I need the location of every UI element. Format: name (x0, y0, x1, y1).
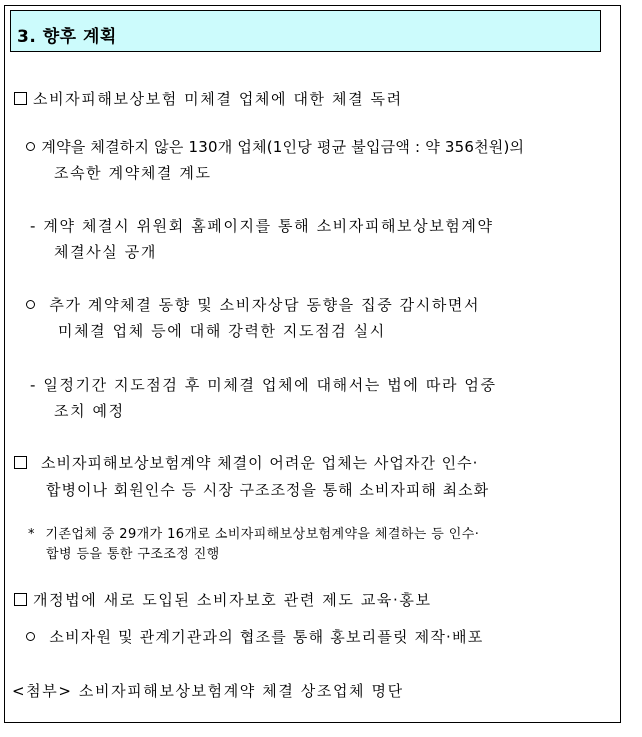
section-title-box (10, 10, 601, 52)
item-text-line1: 계약 체결시 위원회 홈페이지를 통해 소비자피해보상보험계약 (43, 217, 494, 235)
item-text-line1: 일정기간 지도점검 후 미체결 업체에 대해서는 법에 따라 엄중 (43, 376, 497, 394)
list-item (30, 374, 497, 395)
item-text: 소비자피해보상보험 미체결 업체에 대한 체결 독려 (33, 90, 403, 108)
square-bullet-icon (14, 92, 27, 105)
item-text-line1: 소비자피해보상보험계약 체결이 어려운 업체는 사업자간 인수· (41, 454, 479, 472)
square-bullet-icon (14, 593, 27, 606)
list-item (14, 589, 432, 610)
list-item (14, 452, 478, 473)
circle-bullet-icon (26, 142, 35, 151)
item-text-line1: 계약을 체결하지 않은 130개 업체(1인당 평균 불입금액 : 약 356천원)의 (41, 138, 525, 156)
list-item (26, 136, 524, 157)
item-text-line2: 미체결 업체 등에 대해 강력한 지도점검 실시 (58, 322, 386, 340)
circle-bullet-icon (26, 300, 35, 309)
item-text: 개정법에 새로 도입된 소비자보호 관련 제도 교육·홍보 (33, 591, 432, 609)
dash-bullet: - (30, 217, 38, 235)
attachment-note: <첨부> 소비자피해보상보험계약 체결 상조업체 명단 (12, 682, 404, 700)
item-text-line2: 합병이나 회원인수 등 시장 구조조정을 통해 소비자피해 최소화 (46, 481, 490, 499)
footnote-line1: 기존업체 중 29개가 16개로 소비자피해보상보험계약을 체결하는 등 인수· (45, 527, 480, 542)
item-text-line2: 조치 예정 (54, 402, 125, 420)
list-item (30, 215, 494, 236)
footnote-line2: 합병 등을 통한 구조조정 진행 (46, 547, 220, 562)
asterisk-marker: * (28, 527, 35, 542)
list-item (26, 294, 480, 315)
section-title: 3. 향후 계획 (17, 27, 117, 47)
circle-bullet-icon (26, 632, 35, 641)
item-text-line2: 조속한 계약체결 계도 (54, 164, 212, 182)
item-text: 소비자원 및 관계기관과의 협조를 통해 홍보리플릿 제작·배포 (49, 628, 484, 646)
footnote (28, 523, 479, 542)
item-text-line2: 체결사실 공개 (54, 243, 157, 261)
item-text-line1: 추가 계약체결 동향 및 소비자상담 동향을 집중 감시하면서 (49, 296, 481, 314)
dash-bullet: - (30, 376, 38, 394)
list-item (26, 626, 483, 647)
list-item (14, 88, 403, 109)
square-bullet-icon (14, 456, 27, 469)
document-frame (4, 5, 621, 723)
